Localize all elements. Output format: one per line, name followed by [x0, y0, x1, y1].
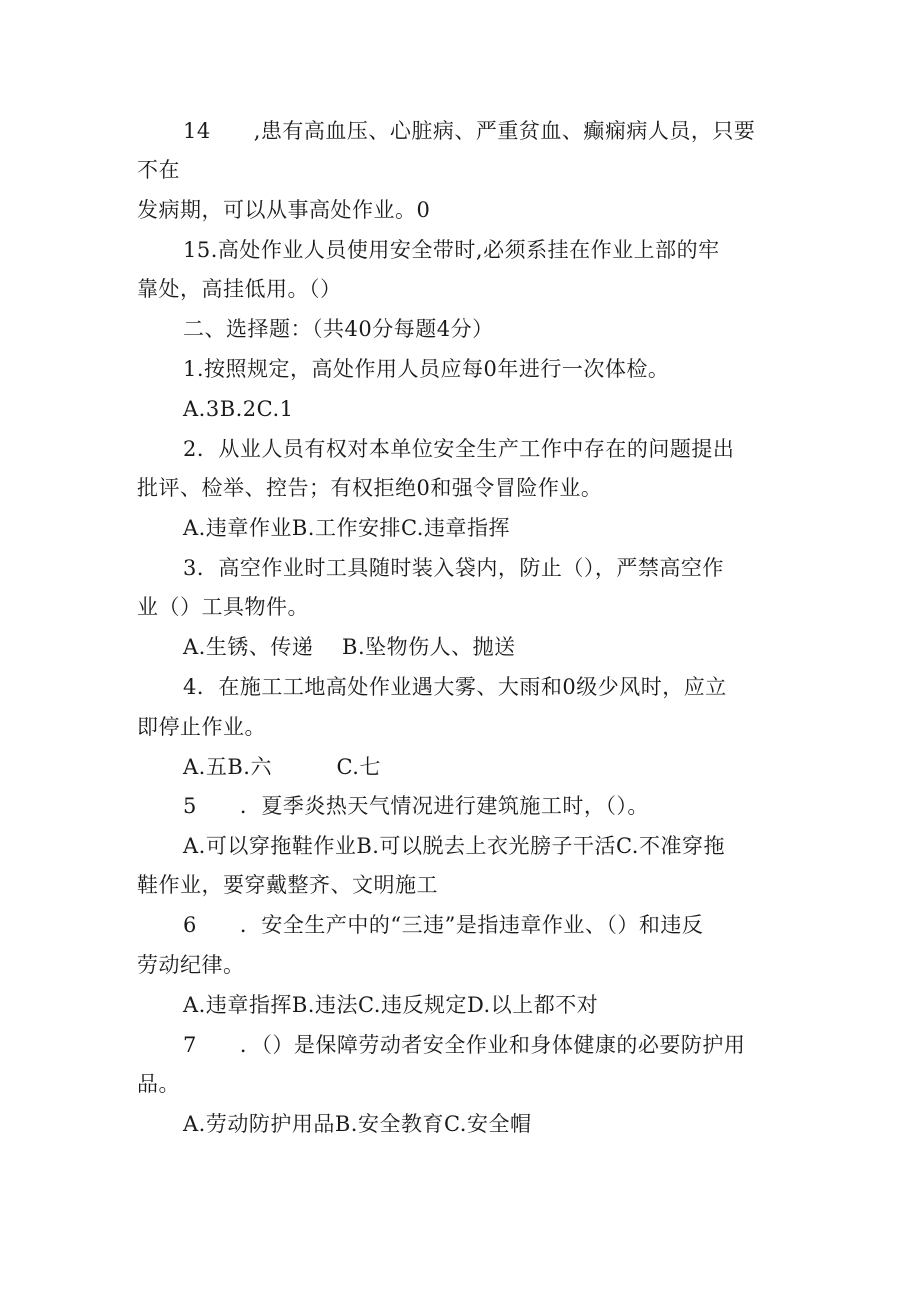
choice-question-6-line-1: 6 ．安全生产中的“三违”是指违章作业、（）和违反: [183, 913, 704, 937]
choice-options-7: A.劳动防护用品B.安全教育C.安全帽: [183, 1112, 532, 1136]
choice-options-3: A.生锈、传递 B.坠物伤人、抛送: [183, 635, 516, 659]
choice-question-7-line-2: 品。: [137, 1072, 180, 1096]
choice-question-4-line-2: 即停止作业。: [137, 715, 266, 739]
choice-options-5-line-1: A.可以穿拖鞋作业B.可以脱去上衣光膀子干活C.不准穿拖: [183, 834, 725, 858]
question-14-line-2: 不在: [137, 158, 180, 182]
choice-options-5-line-2: 鞋作业，要穿戴整齐、文明施工: [137, 873, 438, 897]
choice-question-1: 1.按照规定，高处作用人员应每0年进行一次体检。: [183, 357, 670, 381]
choice-question-7-line-1: 7 ．（）是保障劳动者安全作业和身体健康的必要防护用: [183, 1033, 746, 1057]
choice-question-5: 5 ．夏季炎热天气情况进行建筑施工时，（）。: [183, 794, 649, 818]
question-15-line-2: 靠处，高挂低用。（）: [137, 277, 342, 301]
choice-options-4: A.五B.六 C.七: [183, 755, 381, 779]
choice-options-2: A.违章作业B.工作安排C.违章指挥: [183, 516, 510, 540]
question-14-line-3: 发病期，可以从事高处作业。0: [137, 198, 431, 222]
choice-options-1: A.3B.2C.1: [183, 397, 294, 421]
choice-question-3-line-1: 3．高空作业时工具随时装入袋内，防止（），严禁高空作: [183, 556, 724, 580]
section-heading: 二、选择题：（共40分每题4分）: [183, 317, 494, 341]
choice-question-3-line-2: 业（）工具物件。: [137, 595, 309, 619]
question-15-line-1: 15.高处作业人员使用安全带时,必须系挂在作业上部的牢: [183, 238, 720, 262]
choice-question-6-line-2: 劳动纪律。: [137, 953, 245, 977]
question-14-line-1: 14 ,患有高血压、心脏病、严重贫血、癫痫病人员，只要: [183, 119, 756, 143]
choice-question-2-line-1: 2．从业人员有权对本单位安全生产工作中存在的问题提出: [183, 437, 735, 461]
choice-options-6: A.违章指挥B.违法C.违反规定D.以上都不对: [183, 993, 599, 1017]
choice-question-4-line-1: 4．在施工工地高处作业遇大雾、大雨和0级少风时，应立: [183, 675, 727, 699]
choice-question-2-line-2: 批评、检举、控告；有权拒绝0和强令冒险作业。: [137, 476, 603, 500]
